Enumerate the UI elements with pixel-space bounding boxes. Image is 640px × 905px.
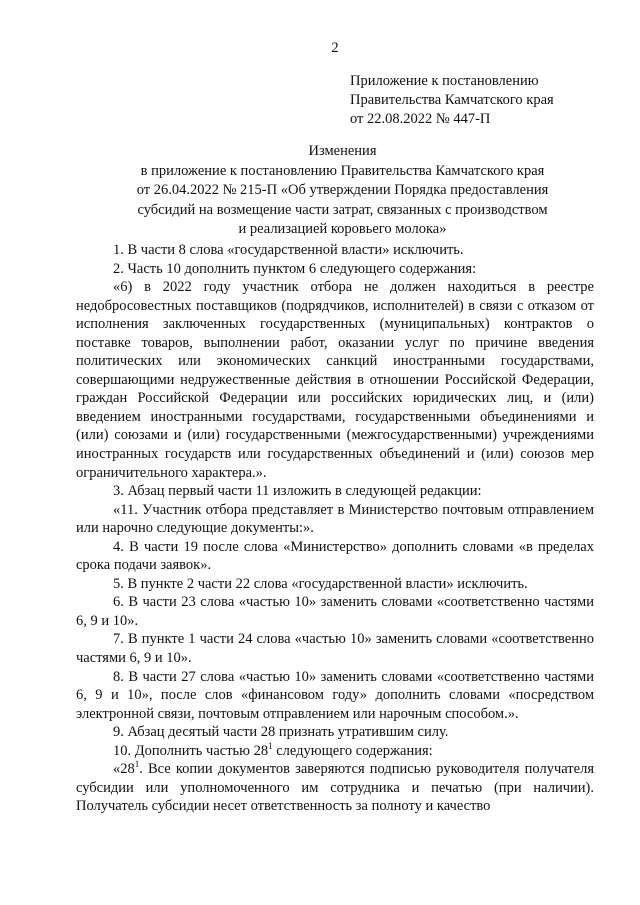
heading-line: и реализацией коровьего молока» — [238, 221, 447, 237]
appendix-reference — [350, 72, 554, 129]
heading-title: Изменения — [308, 143, 377, 159]
paragraph-2-insert: «6) в 2022 году участник отбора не должен находиться в реестре недобросовестных поставщиков (подрядчиков, исполнителей) в связи с отказом от исполнения заключенных государственных (муниципальных) контрактов о поставке товаров, выполнении работ, оказании услуг по причине введения политических или экономических санкций иностранными государствами, совершающими недружественные действия в отношении Российской Федерации, граждан Российской Федерации или российских юридических лиц, и (или) введением иностранными государствами, государственными объединениями и (или) союзами и (или) государственными (межгосударственными) учреждениями иностранных государств или государственных объединений и (или) союзов мер ограничительного характера.». — [76, 279, 594, 481]
heading-line: в приложение к постановлению Правительства Камчатского края — [140, 162, 545, 179]
paragraph-6: 6. В части 23 слова «частью 10» заменить словами «соответственно частями 6, 9 и 10». — [76, 594, 594, 629]
page-number: 2 — [331, 40, 339, 56]
paragraph-2: 2. Часть 10 дополнить пунктом 6 следующего содержания: — [113, 260, 477, 277]
paragraph-10 — [76, 742, 594, 761]
paragraph-9: 9. Абзац десятый части 28 признать утратившим силу. — [113, 724, 449, 741]
superscript: 1 — [268, 740, 273, 751]
paragraph-10-text: 10. Дополнить частью 28 — [113, 742, 269, 759]
paragraph-8: 8. В части 27 слова «частью 10» заменить словами «соответственно частями 6, 9 и 10», после слов «финансовом году» дополнить словами «посредством электронной связи, почтовым отправлением или нарочным способом.». — [76, 668, 594, 722]
paragraph-10-insert-text: . Все копии документов заверяются подписью руководителя получателя субсидии или уполномоченного им сотрудника и печатью (при наличии). Получатель субсидии несет ответственность за полноту и качество — [76, 761, 594, 815]
paragraph-4: 4. В части 19 после слова «Министерство» дополнить словами «в пределах срока подачи заявок». — [76, 538, 594, 574]
paragraph-7: 7. В пункте 1 части 24 слова «частью 10» заменить словами «соответственно частями 6, 9 и 10». — [76, 631, 594, 667]
paragraph-3-insert: «11. Участник отбора представляет в Министерство почтовым отправлением или нарочно следующие документы:». — [76, 501, 594, 537]
document-heading — [120, 142, 565, 240]
paragraph-10-text-end: следующего содержания: — [272, 742, 433, 759]
heading-line: от 26.04.2022 № 215-П «Об утверждении Порядка предоставления — [136, 182, 549, 198]
superscript: 1 — [134, 759, 140, 770]
document-body — [76, 241, 594, 816]
paragraph-1: 1. В части 8 слова «государственной власти» исключить. — [113, 242, 464, 258]
paragraph-3: 3. Абзац первый части 11 изложить в следующей редакции: — [113, 483, 482, 500]
heading-line: субсидий на возмещение части затрат, связанных с производством — [137, 201, 548, 218]
appendix-line: Правительства Камчатского края — [350, 92, 554, 108]
paragraph-10-insert — [76, 760, 594, 816]
paragraph-5: 5. В пункте 2 части 22 слова «государственной власти» исключить. — [113, 575, 528, 592]
appendix-line: от 22.08.2022 № 447-П — [350, 111, 491, 127]
paragraph-10-insert-start: «28 — [113, 761, 135, 778]
appendix-line: Приложение к постановлению — [350, 73, 539, 89]
